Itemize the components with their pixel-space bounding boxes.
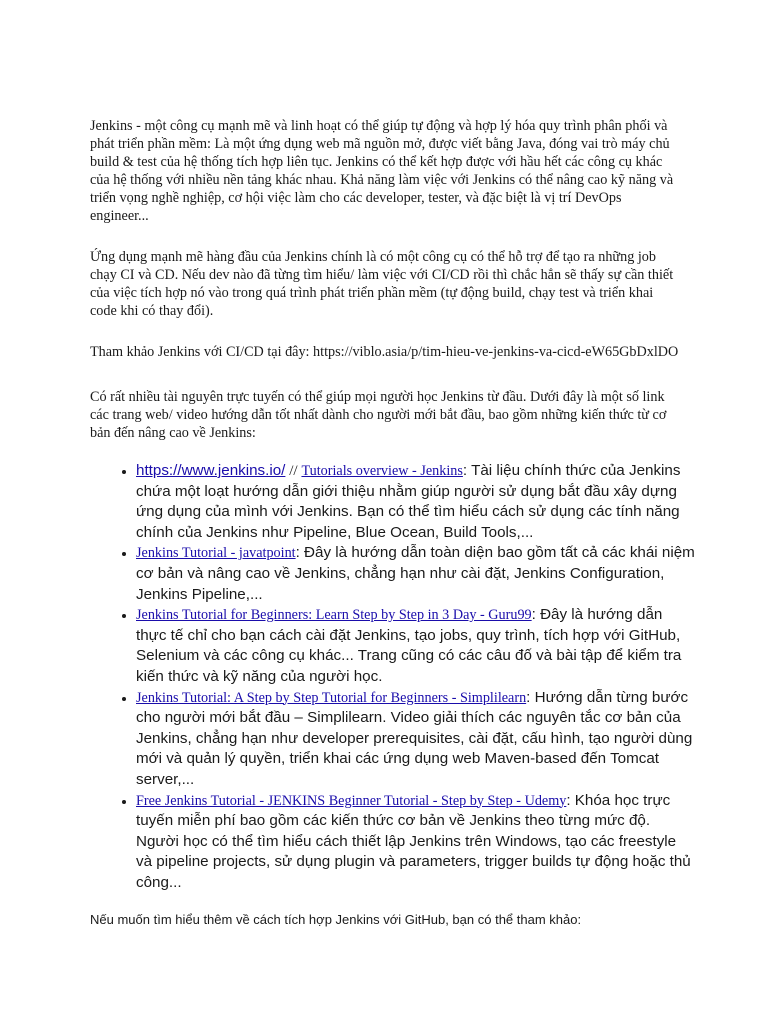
link-separator: // [285, 462, 302, 479]
resource-list [108, 461, 696, 893]
simplilearn-link[interactable]: Jenkins Tutorial: A Step by Step Tutorial for Beginners - Simplilearn [136, 689, 527, 706]
list-item-text: : Khóa học trực tuyến miễn phí bao gồm các kiến thức cơ bản về Jenkins theo từng mức độ. Người học có thể tìm hiểu cách thiết lập Jenkins trên Windows, tạo các freestyle và pipeline projects, sử dụng plugin và parameters, trigger builds tự động hoặc thủ công... [136, 791, 691, 891]
list-item [136, 461, 696, 543]
list-item [136, 688, 696, 791]
jenkins-io-link[interactable]: https://www.jenkins.io/ [136, 462, 286, 479]
guru99-link[interactable]: Jenkins Tutorial for Beginners: Learn Step by Step in 3 Day - Guru99 [136, 607, 532, 624]
udemy-link[interactable]: Free Jenkins Tutorial - JENKINS Beginner Tutorial - Step by Step - Udemy [136, 792, 567, 809]
reference-paragraph: Tham khảo Jenkins với CI/CD tại đây: https://viblo.asia/p/tim-hieu-ve-jenkins-va-cicd-eW65GbDxlDO [90, 344, 679, 360]
list-item [136, 543, 696, 605]
tutorials-overview-link[interactable]: Tutorials overview - Jenkins [301, 463, 463, 479]
list-item-text: : Đây là hướng dẫn toàn diện bao gồm tất cả các khái niệm cơ bản và nâng cao về Jenkins, chẳng hạn như cài đặt, Jenkins Configuration, Jenkins Pipeline,... [136, 544, 695, 603]
list-item-text: : Đây là hướng dẫn thực tế chỉ cho bạn cách cài đặt Jenkins, tạo jobs, quy trình, tích hợp với GitHub, Selenium và các công cụ khác... Trang cũng có các câu đố và bài tập để kiểm tra kiến thức và kỹ năng của người học. [136, 606, 682, 685]
resources-intro-paragraph: Có rất nhiều tài nguyên trực tuyến có thể giúp mọi người học Jenkins từ đầu. Dưới đây là một số link các trang web/ video hướng dẫn tốt nhất dành cho người mới bắt đầu, bao gồm những kiến thức từ cơ bản đến nâng cao về Jenkins: [90, 389, 667, 441]
javatpoint-link[interactable]: Jenkins Tutorial - javatpoint [136, 545, 296, 562]
github-paragraph: Nếu muốn tìm hiểu thêm về cách tích hợp Jenkins với GitHub, bạn có thể tham khảo: [90, 912, 582, 927]
intro-paragraph: Jenkins - một công cụ mạnh mẽ và linh hoạt có thể giúp tự động và hợp lý hóa quy trình phân phối và phát triển phần mềm: Là một ứng dụng web mã nguồn mở, được viết bằng Java, đóng vai trò máy chủ build & test của hệ thống tích hợp liên tục. Jenkins có thể kết hợp được với hầu hết các công cụ khác của hệ thống với nhiều nền tảng khác nhau. Khả năng làm việc với Jenkins có thể nâng cao kỹ năng và triển vọng nghề nghiệp, cơ hội việc làm cho các developer, tester, và đặc biệt là vị trí DevOps engineer... [90, 118, 674, 224]
list-item [136, 605, 696, 687]
application-paragraph: Ứng dụng mạnh mẽ hàng đầu của Jenkins chính là có một công cụ có thể hỗ trợ để tạo ra những job chạy CI và CD. Nếu dev nào đã từng tìm hiểu/ làm việc với CI/CD rồi thì chắc hẳn sẽ thấy sự cần thiết của việc tích hợp nó vào trong quá trình phát triển phần mềm (tự động build, chạy test và triển khai code khi có thay đổi). [90, 249, 674, 319]
list-item-text: : Tài liệu chính thức của Jenkins chứa một loạt hướng dẫn giới thiệu nhằm giúp người sử dụng bắt đầu xây dựng ứng dụng của mình với Jenkins. Bạn có thể tìm hiểu cách sử dụng các tính năng chính của Jenkins như Pipeline, Blue Ocean, Build Tools,... [136, 462, 681, 541]
list-item-text: : Hướng dẫn từng bước cho người mới bắt đầu – Simplilearn. Video giải thích các nguyên tắc cơ bản của Jenkins, chẳng hạn như developer prerequisites, cài đặt, cấu hình, tạo người dùng mới và quản lý quyền, triển khai các ứng dụng web Maven-based đến Tomcat server,... [136, 688, 693, 788]
list-item [136, 791, 696, 894]
